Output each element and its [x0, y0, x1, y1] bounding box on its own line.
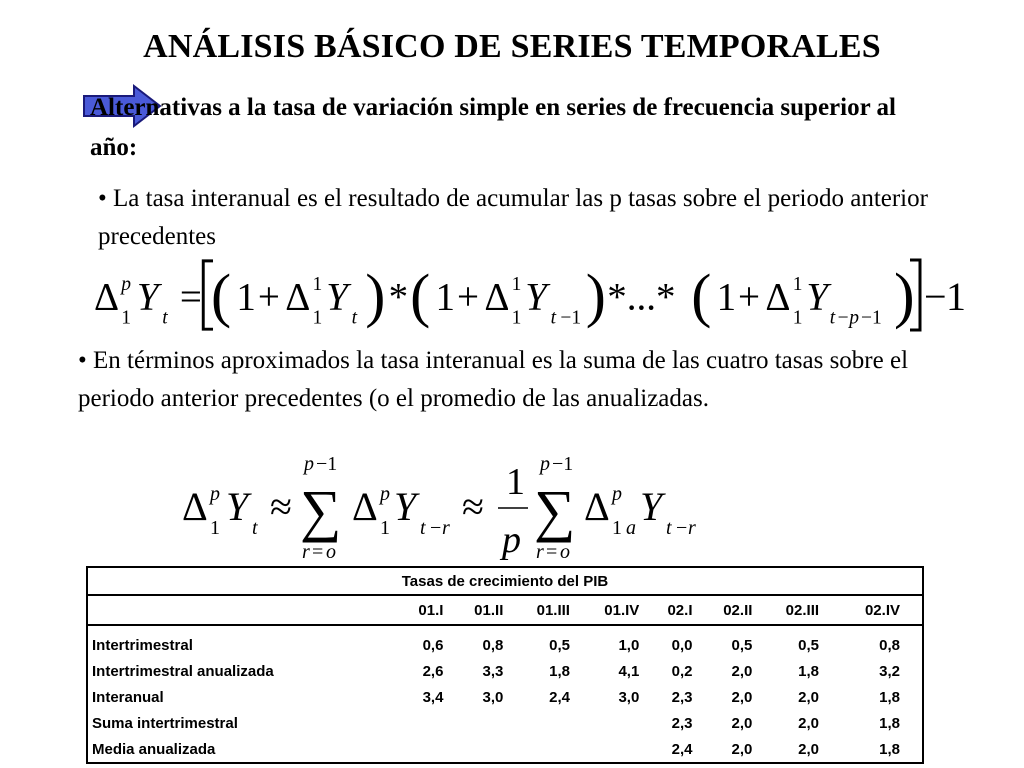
- svg-text:t: t: [420, 517, 426, 539]
- table-caption: Tasas de crecimiento del PIB: [87, 567, 923, 595]
- table-cell: 2,0: [731, 688, 753, 706]
- svg-text:1: 1: [121, 307, 132, 329]
- svg-text:Δ: Δ: [765, 275, 791, 319]
- svg-text:Y: Y: [806, 275, 829, 319]
- svg-text:1: 1: [511, 274, 522, 296]
- row-label: Intertrimestral: [87, 625, 394, 658]
- svg-text:+: +: [257, 275, 280, 319]
- table-cell: [394, 736, 447, 763]
- table-cell: [447, 736, 507, 763]
- table-cell: 2,4: [643, 736, 696, 763]
- svg-text:1: 1: [435, 275, 456, 319]
- svg-text:−: −: [676, 517, 688, 539]
- row-label: Suma intertrimestral: [87, 710, 394, 736]
- row-label: Intertrimestral anualizada: [87, 658, 394, 684]
- svg-text:(: (: [410, 262, 431, 330]
- table-cell: 0,8: [823, 625, 923, 658]
- svg-text:t: t: [550, 307, 557, 329]
- formula-tasa-interanual: [92, 254, 902, 340]
- column-header: 01.I: [394, 595, 447, 625]
- bullet-interanual: • La tasa interanual es el resultado de acumular las p tasas sobre el periodo anterior precedentes: [98, 185, 928, 250]
- table-cell: 0,5: [549, 636, 570, 654]
- table-cell: 1,8: [823, 736, 923, 763]
- table-cell: [447, 710, 507, 736]
- table-cell: 2,0: [731, 714, 753, 732]
- svg-text:t: t: [162, 307, 168, 329]
- svg-text:a: a: [626, 517, 636, 539]
- svg-text:(: (: [211, 262, 232, 330]
- svg-text:=: =: [312, 541, 324, 563]
- svg-text:Δ: Δ: [93, 275, 120, 319]
- table-cell: 0,6: [422, 636, 444, 654]
- table-cell: 2,0: [798, 714, 820, 732]
- svg-text:p: p: [540, 453, 550, 475]
- table-cell: 3,0: [618, 688, 640, 706]
- svg-text:t: t: [252, 517, 258, 539]
- table-cell: [574, 710, 643, 736]
- svg-text:∑: ∑: [300, 478, 342, 543]
- svg-text:1: 1: [236, 275, 256, 319]
- svg-text:): ): [365, 262, 386, 330]
- svg-text:1: 1: [792, 274, 803, 296]
- table-row: [87, 684, 923, 710]
- table-cell: 0,8: [482, 636, 504, 654]
- table-cell: 4,1: [618, 662, 640, 680]
- table-cell: 0,5: [798, 636, 820, 654]
- svg-text:−: −: [837, 307, 849, 329]
- svg-text:≈: ≈: [270, 484, 292, 529]
- svg-text:t: t: [666, 517, 672, 539]
- svg-text:1: 1: [312, 274, 323, 296]
- table-cell: [574, 736, 643, 763]
- svg-text:): ): [585, 262, 606, 330]
- svg-text:Δ: Δ: [584, 484, 610, 529]
- svg-text:r: r: [688, 517, 696, 539]
- column-header: 01.III: [507, 595, 574, 625]
- svg-text:r: r: [302, 541, 310, 563]
- svg-text:1: 1: [946, 274, 966, 319]
- svg-text:p: p: [304, 453, 314, 475]
- table-cell: 3,2: [823, 658, 923, 684]
- table-cell: 3,0: [482, 688, 504, 706]
- table-cell: 2,3: [671, 688, 693, 706]
- table-cell: 0,5: [731, 636, 753, 654]
- table-cell: 2,3: [671, 714, 693, 732]
- table-cell: 2,0: [697, 736, 757, 763]
- table-cell: 0,2: [671, 662, 693, 680]
- svg-text:): ): [894, 262, 915, 330]
- column-header: 02.III: [756, 595, 823, 625]
- slide-title: ANÁLISIS BÁSICO DE SERIES TEMPORALES: [143, 28, 881, 65]
- svg-text:1: 1: [792, 307, 803, 329]
- svg-text:∑: ∑: [534, 478, 576, 543]
- svg-text:1: 1: [506, 461, 525, 503]
- table-cell: [394, 710, 447, 736]
- svg-text:Δ: Δ: [352, 484, 378, 529]
- svg-text:−: −: [430, 517, 442, 539]
- row-label: Media anualizada: [87, 736, 394, 763]
- svg-text:1: 1: [312, 307, 323, 329]
- table-cell: 2,0: [798, 688, 820, 706]
- svg-text:p: p: [121, 274, 132, 296]
- table-cell: 1,8: [549, 662, 570, 680]
- pib-growth-table: [86, 566, 924, 764]
- svg-text:Δ: Δ: [285, 275, 311, 319]
- svg-text:1: 1: [612, 517, 622, 539]
- svg-text:p: p: [380, 483, 390, 505]
- svg-text:≈: ≈: [462, 484, 484, 529]
- column-header: 02.II: [697, 595, 757, 625]
- table-cell: [507, 710, 574, 736]
- svg-text:*...*: *...*: [607, 275, 676, 319]
- svg-text:Δ: Δ: [182, 484, 208, 529]
- table-cell: [507, 736, 574, 763]
- svg-text:p: p: [849, 307, 860, 329]
- table-row: [87, 658, 923, 684]
- table-row: [87, 736, 923, 763]
- bullet-aproximacion: • En términos aproximados la tasa interanual es la suma de las cuatro tasas sobre el periodo anterior precedentes (o el promedio de las anualizadas.: [78, 347, 909, 412]
- column-header: 02.I: [643, 595, 696, 625]
- table-row: [87, 710, 923, 736]
- table-cell: 1,8: [823, 684, 923, 710]
- svg-text:p: p: [502, 519, 521, 561]
- svg-text:p: p: [210, 483, 220, 505]
- table-cell: 2,0: [731, 662, 753, 680]
- table-cell: 1,0: [618, 636, 640, 654]
- svg-text:Δ: Δ: [484, 275, 510, 319]
- svg-text:−1: −1: [861, 307, 882, 329]
- svg-text:o: o: [326, 541, 336, 563]
- svg-text:+: +: [738, 275, 761, 319]
- row-label: Interanual: [87, 684, 394, 710]
- formula-suma-aproximada: [180, 448, 720, 564]
- svg-text:Y: Y: [525, 275, 548, 319]
- table-cell: 3,3: [482, 662, 504, 680]
- table-cell: 3,4: [422, 688, 444, 706]
- svg-text:*: *: [388, 275, 409, 319]
- column-header: 01.II: [447, 595, 507, 625]
- svg-text:=: =: [546, 541, 558, 563]
- svg-text:−1: −1: [552, 453, 574, 475]
- svg-text:Y: Y: [394, 484, 417, 529]
- svg-text:+: +: [456, 275, 480, 319]
- table-cell: 0,0: [671, 636, 693, 654]
- svg-text:r: r: [442, 517, 450, 539]
- svg-text:=: =: [179, 275, 202, 319]
- svg-text:1: 1: [511, 307, 522, 329]
- svg-text:t: t: [351, 307, 358, 329]
- svg-text:r: r: [536, 541, 544, 563]
- table-cell: 1,8: [798, 662, 820, 680]
- header-blank: [87, 595, 394, 625]
- table-cell: 1,8: [823, 710, 923, 736]
- svg-text:t: t: [829, 307, 836, 329]
- svg-text:Y: Y: [640, 484, 663, 529]
- svg-text:Y: Y: [326, 275, 348, 319]
- svg-text:1: 1: [210, 517, 220, 539]
- svg-text:o: o: [560, 541, 570, 563]
- table-row: [87, 625, 923, 658]
- svg-text:(: (: [691, 262, 712, 330]
- svg-text:p: p: [612, 483, 622, 505]
- svg-text:Y: Y: [136, 275, 159, 319]
- svg-text:1: 1: [380, 517, 390, 539]
- svg-text:−: −: [924, 274, 947, 319]
- column-header: 02.IV: [823, 595, 923, 625]
- subtitle: Alternativas a la tasa de variación simple en series de frecuencia superior al año:: [90, 94, 896, 161]
- table-cell: 2,6: [422, 662, 444, 680]
- formula-tasa-interanual-end: [894, 254, 1020, 340]
- table-cell: 2,4: [549, 688, 570, 706]
- svg-text:−1: −1: [560, 307, 582, 329]
- column-header: 01.IV: [574, 595, 643, 625]
- table-cell: 2,0: [756, 736, 823, 763]
- svg-text:1: 1: [716, 275, 737, 319]
- svg-text:Y: Y: [226, 484, 249, 529]
- svg-text:−1: −1: [316, 453, 338, 475]
